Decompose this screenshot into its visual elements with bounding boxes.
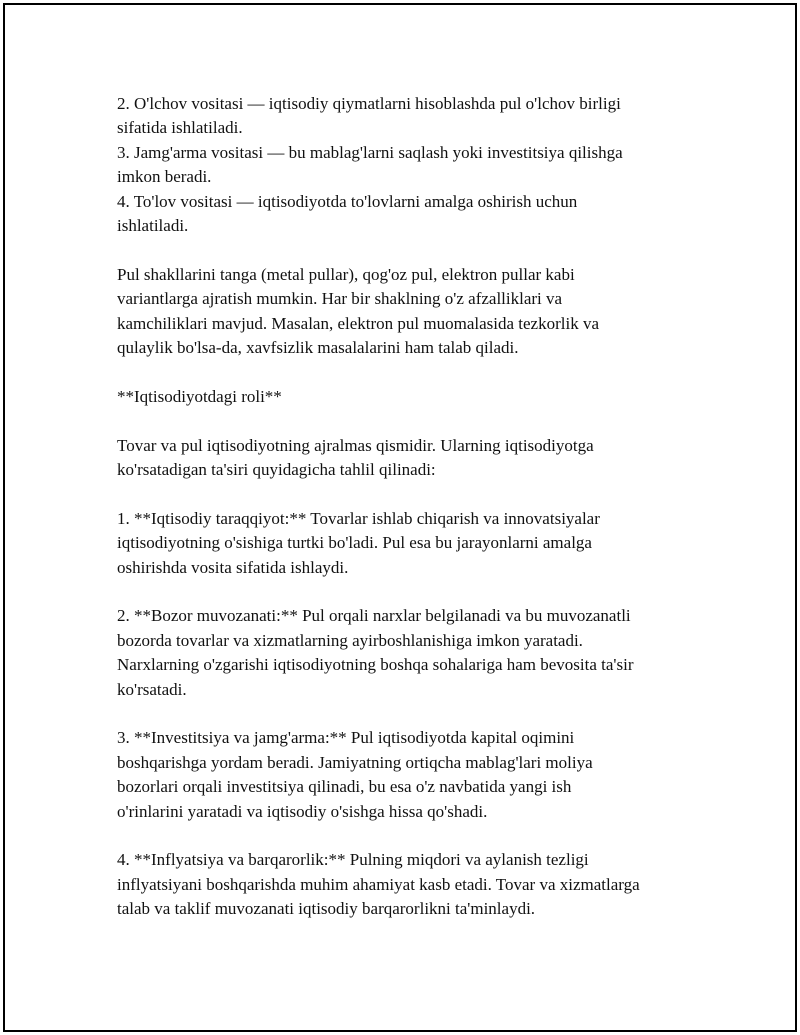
text-line: oshirishda vosita sifatida ishlaydi. <box>117 557 349 577</box>
text-line: ishlatiladi. <box>117 216 189 236</box>
text-line: kamchiliklari mavjud. Masalan, elektron pul muomalasida tezkorlik va <box>117 313 600 333</box>
list-item-market-balance <box>117 604 717 702</box>
list-item-economic-progress <box>117 507 717 580</box>
text-line: qulaylik bo'lsa-da, xavfsizlik masalalarini ham talab qiladi. <box>117 338 519 358</box>
list-item-inflation-stability <box>117 848 717 921</box>
text-line: 4. To'lov vositasi — iqtisodiyotda to'lovlarni amalga oshirish uchun <box>117 191 578 211</box>
paragraph-money-forms <box>117 263 717 361</box>
paragraph-gap <box>117 580 717 604</box>
paragraph-gap <box>117 702 717 726</box>
paragraph-gap <box>117 360 717 384</box>
text-line: 2. **Bozor muvozanati:** Pul orqali narxlar belgilanadi va bu muvozanatli <box>117 606 631 626</box>
text-line: sifatida ishlatiladi. <box>117 118 243 138</box>
text-line: ko'rsatadigan ta'siri quyidagicha tahlil qilinadi: <box>117 460 436 480</box>
text-line: iqtisodiyotning o'sishiga turtki bo'ladi. Pul esa bu jarayonlarni amalga <box>117 533 592 553</box>
text-line: bozorlari orqali investitsiya qilinadi, bu esa o'z navbatida yangi ish <box>117 777 572 797</box>
text-line: boshqarishga yordam beradi. Jamiyatning ortiqcha mablag'lari moliya <box>117 752 593 772</box>
text-line: Tovar va pul iqtisodiyotning ajralmas qismidir. Ularning iqtisodiyotga <box>117 435 594 455</box>
paragraph-intro <box>117 434 717 483</box>
text-line: bozorda tovarlar va xizmatlarning ayirboshlanishiga imkon yaratadi. <box>117 630 583 650</box>
text-line: 3. Jamg'arma vositasi — bu mablag'larni saqlash yoki investitsiya qilishga <box>117 142 623 162</box>
text-line: 3. **Investitsiya va jamg'arma:** Pul iqtisodiyotda kapital oqimini <box>117 728 575 748</box>
document-body <box>117 92 717 922</box>
text-line: ko'rsatadi. <box>117 679 187 699</box>
text-line: Pul shakllarini tanga (metal pullar), qog'oz pul, elektron pullar kabi <box>117 264 575 284</box>
text-line: imkon beradi. <box>117 167 212 187</box>
text-line: o'rinlarini yaratadi va iqtisodiy o'sishga hissa qo'shadi. <box>117 801 488 821</box>
text-line: inflyatsiyani boshqarishda muhim ahamiyat kasb etadi. Tovar va xizmatlarga <box>117 874 640 894</box>
text-line: 2. O'lchov vositasi — iqtisodiy qiymatlarni hisoblashda pul o'lchov birligi <box>117 94 621 113</box>
paragraph-gap <box>117 409 717 433</box>
paragraph-money-functions <box>117 92 717 238</box>
section-heading <box>117 385 717 409</box>
text-line: talab va taklif muvozanati iqtisodiy barqarorlikni ta'minlaydi. <box>117 899 536 919</box>
text-line: Narxlarning o'zgarishi iqtisodiyotning boshqa sohalariga ham bevosita ta'sir <box>117 655 634 675</box>
paragraph-gap <box>117 482 717 506</box>
text-line: **Iqtisodiyotdagi roli** <box>117 386 282 406</box>
paragraph-gap <box>117 824 717 848</box>
text-line: 4. **Inflyatsiya va barqarorlik:** Pulning miqdori va aylanish tezligi <box>117 850 589 870</box>
paragraph-gap <box>117 238 717 262</box>
text-line: 1. **Iqtisodiy taraqqiyot:** Tovarlar ishlab chiqarish va innovatsiyalar <box>117 508 600 528</box>
text-line: variantlarga ajratish mumkin. Har bir shaklning o'z afzalliklari va <box>117 289 563 309</box>
list-item-investment-savings <box>117 726 717 824</box>
